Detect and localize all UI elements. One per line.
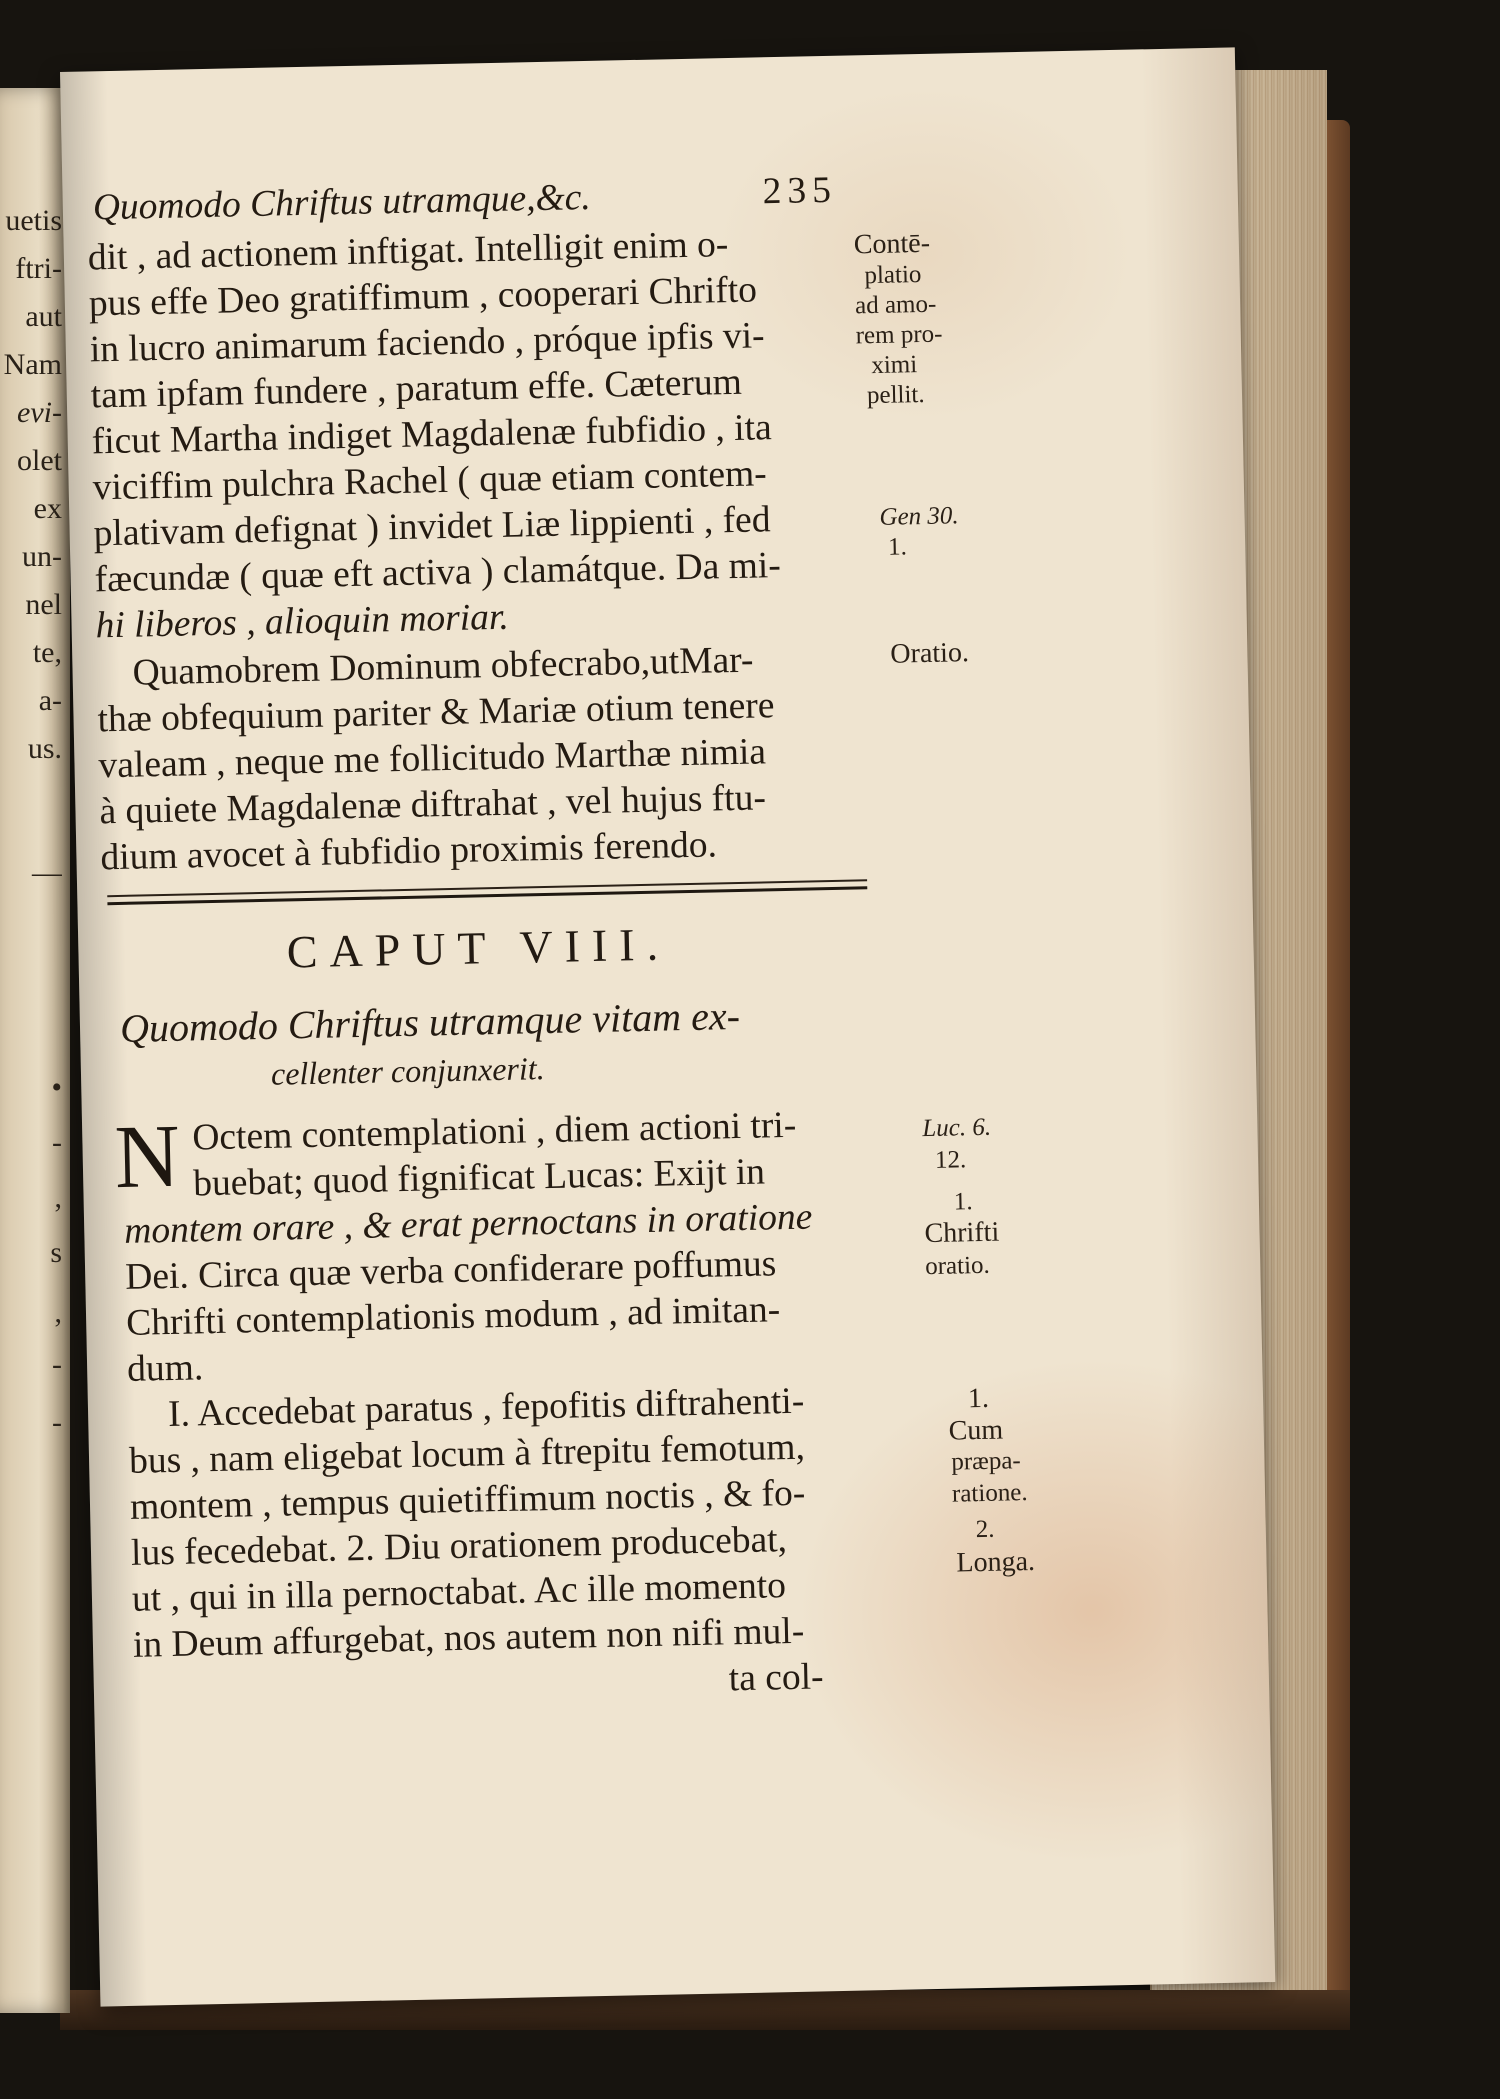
text-line: I. Accedebat paratus , fepofitis diftrahenti- — [167, 1380, 805, 1436]
chapter-subtitle: cellenter conjunxerit. — [270, 1050, 546, 1092]
margin-note: Longa. — [956, 1545, 1036, 1579]
text-line: ut , qui in illa pernoctabat. Ac ille momento — [131, 1565, 787, 1620]
left-fragment: - — [52, 1128, 62, 1158]
margin-note: Contē- — [853, 227, 931, 261]
margin-note: Luc. 6. — [922, 1113, 992, 1143]
text-line: buebat; quod fignificat Lucas: Exijt in — [192, 1151, 766, 1205]
margin-note: rem pro- — [855, 320, 943, 350]
margin-note: Gen 30. — [879, 502, 959, 531]
text-line-italic: montem orare , & erat pernoctans in oratione — [123, 1196, 813, 1252]
margin-note: 1. — [887, 533, 908, 561]
left-fragment: - — [52, 1408, 62, 1438]
margin-note: ad amo- — [854, 290, 937, 320]
text-line: dium avocet à fubfidio proximis ferendo. — [100, 824, 718, 879]
text-line: dit , ad actionem inftigat. Intelligit enim o- — [87, 224, 729, 279]
left-fragment: ex — [33, 494, 62, 524]
left-fragment: nel — [25, 590, 62, 620]
text-line: thæ obfequium pariter & Mariæ otium tenere — [97, 685, 775, 741]
drop-cap: N — [113, 1106, 181, 1208]
left-fragment: uetis — [5, 206, 62, 236]
margin-note: 1. — [967, 1382, 990, 1415]
text-line: Octem contemplationi , diem actioni tri- — [191, 1104, 797, 1159]
text-line: fæcundæ ( quæ eft activa ) clamátque. Da mi- — [94, 545, 782, 601]
margin-note: ximi — [871, 351, 918, 380]
left-fragment: — — [32, 858, 62, 888]
left-page-edge — [0, 88, 70, 2013]
text-line-italic: hi liberos , alioquin moriar. — [95, 596, 510, 647]
text-line: lus fecedebat. 2. Diu orationem producebat, — [130, 1519, 788, 1574]
margin-note: Oratio. — [890, 637, 970, 670]
text-line: bus , nam eligebat locum à ftrepitu femotum, — [128, 1426, 806, 1482]
text-line: plativam defignat ) invidet Liæ lippienti , fed — [93, 499, 771, 555]
text-line: viciffim pulchra Rachel ( quæ etiam contem- — [92, 453, 768, 509]
left-fragment: evi- — [17, 398, 62, 428]
left-fragment: olet — [17, 446, 62, 476]
text-line: montem , tempus quietiffimum noctis , & fo- — [129, 1472, 806, 1528]
left-fragment: • — [51, 1073, 62, 1103]
text-line: ficut Martha indiget Magdalenæ fubfidio , ita — [91, 407, 773, 463]
margin-note: 1. — [953, 1188, 973, 1216]
margin-note: pellit. — [866, 380, 925, 410]
margin-note: præpa- — [951, 1447, 1021, 1476]
text-line: in lucro animarum faciendo , próque ipfis vi- — [89, 315, 765, 371]
margin-note: Cum — [948, 1414, 1004, 1447]
text-line: Chrifti contemplationis modum , ad imitan- — [125, 1289, 781, 1344]
left-fragment: , — [54, 1183, 62, 1213]
margin-note: Chrifti — [924, 1216, 1000, 1250]
margin-note: 12. — [934, 1146, 967, 1174]
left-fragment: us. — [27, 734, 62, 764]
text-line: Quamobrem Dominum obfecrabo,utMar- — [132, 639, 754, 694]
left-fragment: , — [54, 1298, 62, 1328]
text-line: pus effe Deo gratiffimum , cooperari Chrifto — [88, 269, 758, 325]
left-fragment: te, — [32, 638, 62, 668]
text-line: tam ipfam fundere , paratum effe. Cæterum — [90, 361, 743, 417]
chapter-subtitle: Quomodo Chriftus utramque vitam ex- — [119, 992, 741, 1051]
text-line: valeam , neque me follicitudo Marthæ nimia — [98, 731, 767, 787]
margin-note: ratione. — [951, 1479, 1028, 1508]
text-line: in Deum affurgebat, nos autem non nifi mul- — [132, 1610, 805, 1666]
left-fragment: un- — [22, 542, 62, 572]
margin-note: oratio. — [924, 1251, 991, 1281]
chapter-heading: CAPUT VIII. — [286, 918, 671, 978]
margin-note: 2. — [975, 1515, 995, 1544]
left-fragment: s — [50, 1238, 62, 1268]
running-title: Quomodo Chriftus utramque,&c. — [92, 176, 592, 229]
left-fragment: a- — [38, 686, 62, 716]
left-fragment: ftri- — [15, 254, 62, 284]
left-fragment: Nam — [3, 350, 62, 380]
text-line: dum. — [126, 1347, 204, 1390]
left-fragment: aut — [25, 302, 62, 332]
margin-note: platio — [864, 261, 922, 290]
right-page — [60, 47, 1275, 2006]
page-number: 235 — [762, 169, 838, 213]
text-line: Dei. Circa quæ verba confiderare poffumus — [124, 1243, 777, 1298]
text-line: à quiete Magdalenæ diftrahat , vel hujus ftu- — [99, 777, 767, 833]
catchword: ta col- — [728, 1656, 824, 1700]
left-fragment: - — [52, 1350, 62, 1380]
